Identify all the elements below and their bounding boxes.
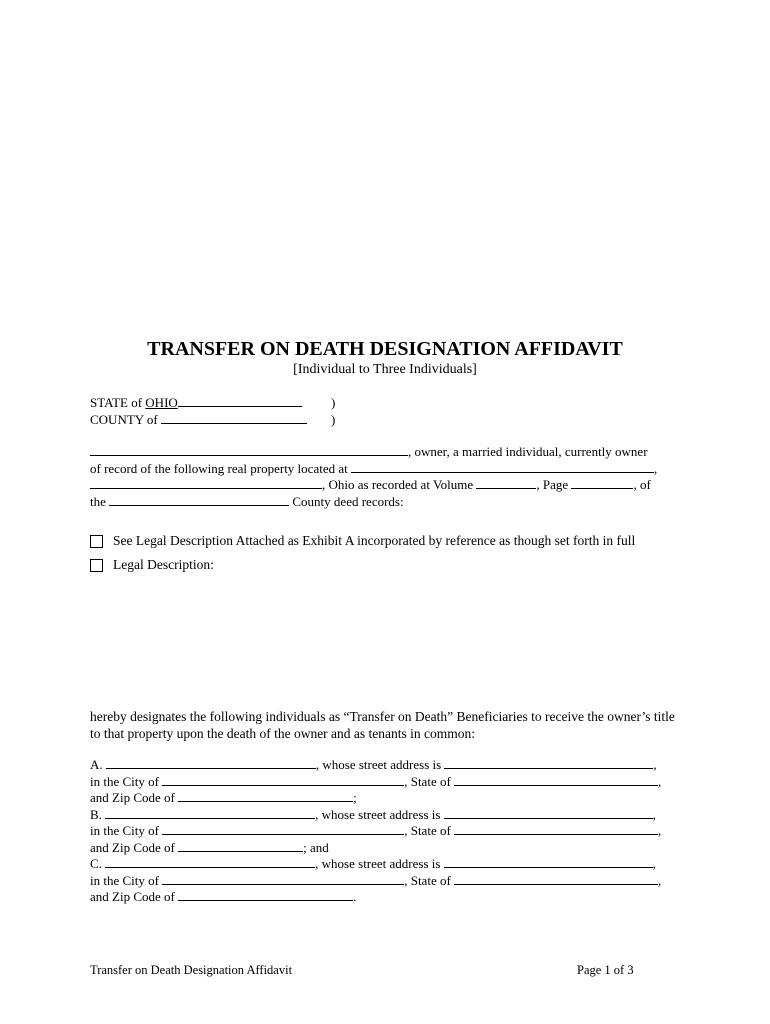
county-deed-line xyxy=(90,494,680,511)
venue-block xyxy=(90,395,336,428)
legal-description-label: Legal Description: xyxy=(113,556,214,572)
owner-line xyxy=(90,444,680,461)
state-value: OHIO xyxy=(145,395,178,410)
county-row xyxy=(90,411,336,429)
the-text: the xyxy=(90,493,106,509)
city-text: in the City of xyxy=(90,823,159,838)
beneficiary-c-city-blank[interactable] xyxy=(162,873,404,885)
ohio-text: , Ohio as recorded at Volume xyxy=(322,477,474,492)
of-text: , of xyxy=(633,477,651,492)
footer-document-name: Transfer on Death Designation Affidavit xyxy=(90,963,293,977)
zip-end: ; xyxy=(353,790,357,805)
beneficiary-c-zip-line xyxy=(90,889,680,906)
street-text: , whose street address is xyxy=(315,757,442,772)
beneficiary-c-name-line xyxy=(90,856,680,873)
zip-end: ; and xyxy=(303,839,329,855)
city-text: in the City of xyxy=(90,872,159,888)
zip-end: . xyxy=(353,889,357,904)
location-comma: , xyxy=(653,460,658,476)
location-blank[interactable] xyxy=(351,461,654,473)
beneficiary-b-name-line xyxy=(90,807,680,824)
beneficiary-a-city-blank[interactable] xyxy=(162,774,404,786)
footer-page-number: Page 1 of 3 xyxy=(577,963,634,977)
beneficiary-b-zip-blank[interactable] xyxy=(178,840,303,852)
zip-text: and Zip Code of xyxy=(90,839,175,855)
exhibit-option xyxy=(90,532,635,550)
location-line xyxy=(90,461,680,478)
zip-text: and Zip Code of xyxy=(90,790,175,805)
beneficiary-a-zip-blank[interactable] xyxy=(178,790,353,802)
beneficiary-a-zip-line xyxy=(90,790,680,807)
state-label: STATE of xyxy=(90,395,146,410)
county-blank[interactable] xyxy=(161,412,307,424)
comma: , xyxy=(658,823,662,838)
located-text: of record of the following real property located at xyxy=(90,460,348,476)
comma: , xyxy=(652,856,656,871)
recording-line xyxy=(90,477,680,494)
exhibit-label: See Legal Description Attached as Exhibit A incorporated by reference as though set forth in full xyxy=(113,532,636,548)
county-deed-text: County deed records: xyxy=(292,493,404,509)
beneficiary-b-state-blank[interactable] xyxy=(454,823,658,835)
designation-paragraph: hereby designates the following individuals as “Transfer on Death” Beneficiaries to receive the owner’s title to that property upon the death of the owner and as tenants in common: xyxy=(90,709,675,741)
beneficiary-b-city-blank[interactable] xyxy=(162,823,404,835)
beneficiary-a-label: A. xyxy=(90,757,103,772)
beneficiary-b-zip-line xyxy=(90,840,680,857)
state-row xyxy=(90,395,336,412)
beneficiary-b-city-line xyxy=(90,823,680,840)
beneficiary-c-zip-blank[interactable] xyxy=(178,889,353,901)
street-text: , whose street address is xyxy=(315,806,441,822)
beneficiary-c-label: C. xyxy=(90,856,102,871)
county-label: COUNTY of xyxy=(90,411,158,427)
document-title: TRANSFER ON DEATH DESIGNATION AFFIDAVIT xyxy=(147,338,623,360)
state-paren: ) xyxy=(331,395,336,410)
comma: , xyxy=(652,806,656,822)
legal-description-option xyxy=(90,556,635,574)
legal-description-checkbox[interactable] xyxy=(90,559,103,572)
owner-name-blank[interactable] xyxy=(90,444,408,456)
beneficiary-a-name-blank[interactable] xyxy=(106,757,316,769)
page-blank[interactable] xyxy=(571,477,633,489)
beneficiary-c-city-line xyxy=(90,873,680,890)
beneficiary-a-street-blank[interactable] xyxy=(444,757,653,769)
street-text: , whose street address is xyxy=(315,856,441,871)
state-text: , State of xyxy=(404,872,451,888)
beneficiary-c-state-blank[interactable] xyxy=(454,873,658,885)
state-blank[interactable] xyxy=(178,395,302,407)
state-text: , State of xyxy=(404,773,451,789)
legal-description-options xyxy=(90,532,635,580)
comma: , xyxy=(653,757,657,772)
beneficiary-a-state-blank[interactable] xyxy=(454,774,658,786)
county-paren: ) xyxy=(331,411,336,427)
zip-text: and Zip Code of xyxy=(90,889,175,904)
beneficiary-b-name-blank[interactable] xyxy=(105,807,315,819)
beneficiary-c-name-blank[interactable] xyxy=(105,856,315,868)
beneficiary-a-city-line xyxy=(90,774,680,791)
beneficiary-b-street-blank[interactable] xyxy=(444,807,653,819)
beneficiaries-block xyxy=(90,757,680,906)
state-text: , State of xyxy=(404,823,451,838)
page-text: , Page xyxy=(536,477,569,492)
beneficiary-a-name-line xyxy=(90,757,680,774)
exhibit-checkbox[interactable] xyxy=(90,535,103,548)
owner-text: , owner, a married individual, currently owner xyxy=(408,444,648,459)
comma: , xyxy=(658,872,662,888)
city-text: in the City of xyxy=(90,773,159,789)
owner-paragraph xyxy=(90,444,680,510)
comma: , xyxy=(658,773,662,789)
deed-county-blank[interactable] xyxy=(109,494,289,506)
location-cont-blank[interactable] xyxy=(90,477,322,489)
beneficiary-b-label: B. xyxy=(90,806,102,822)
document-subtitle: [Individual to Three Individuals] xyxy=(293,362,477,377)
beneficiary-c-street-blank[interactable] xyxy=(444,856,653,868)
volume-blank[interactable] xyxy=(476,477,536,489)
